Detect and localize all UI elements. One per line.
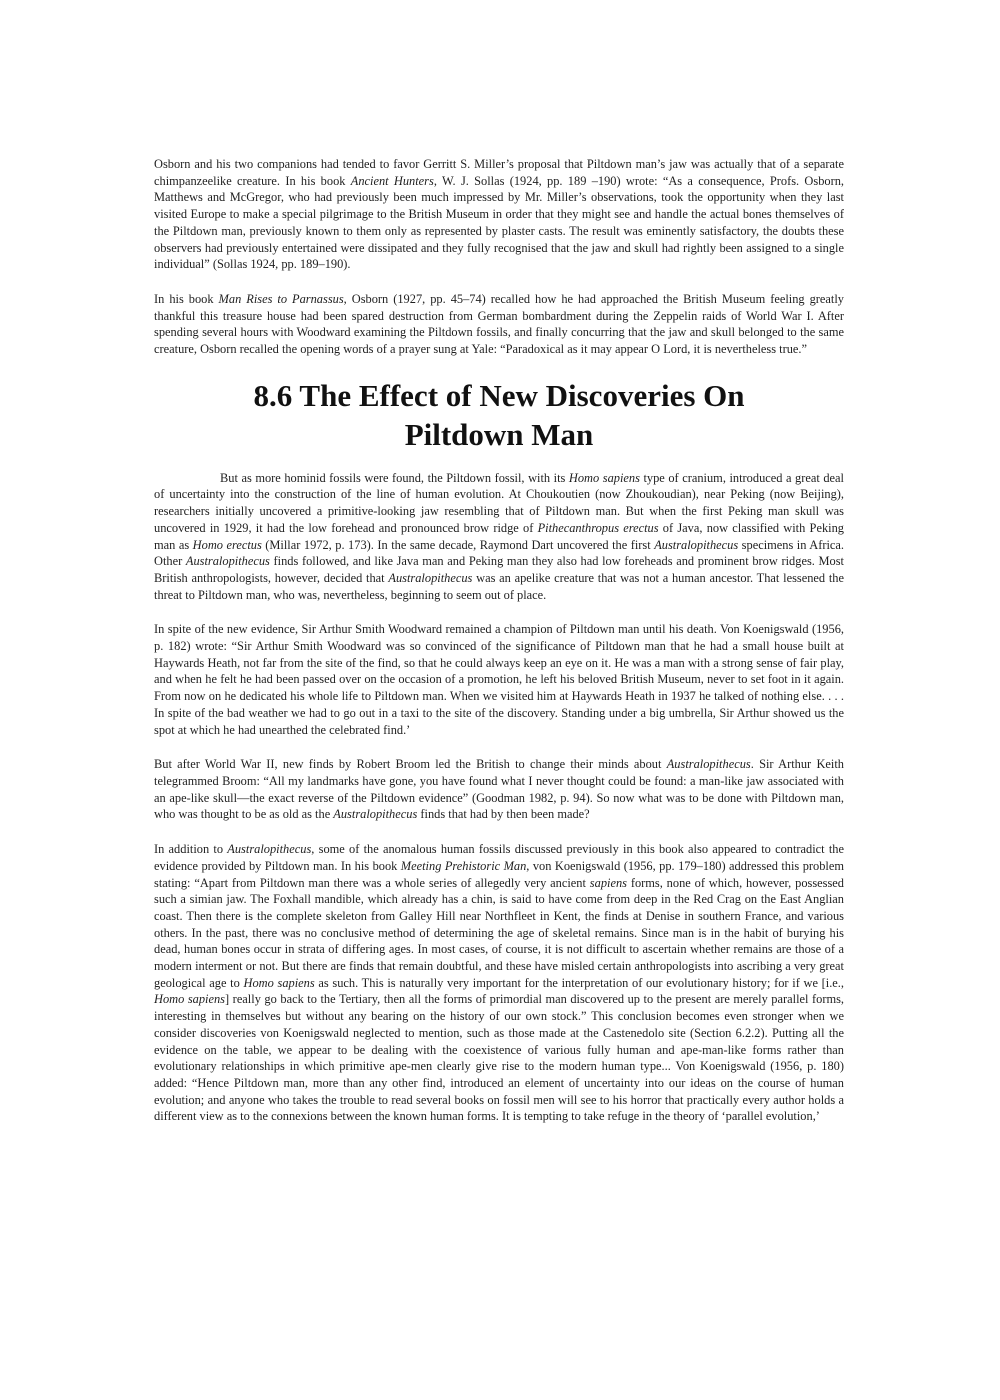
italic-text: Man Rises to Parnassus xyxy=(218,291,344,306)
text-run: , some of the anomalous human fossils discussed previously in this book also appeared to contradict the evidence provided by Piltdown man. In his book xyxy=(154,842,844,873)
text-run: But after World War II, new finds by Robert Broom led the British to change their minds about xyxy=(154,757,667,772)
italic-text: Meeting Prehistoric Man xyxy=(400,858,527,873)
italic-text: Homo erectus xyxy=(192,537,262,552)
text-run: forms, none of which, however, possessed such a simian jaw. The Foxhall mandible, which already has a chin, is said to have come from deep in the Red Crag on the East Anglian coast. Then there is the complete skeleton from Galley Hill near Northfleet in Kent, the finds at Denise in southern France, and various others. In the past, there was no conclusive method of determining the age of skeletal remains. Since man is in the habit of burying his dead, human bones occur in strata of differing ages. In most cases, of course, it is not difficult to ascertain whether remains are those of a modern interment or not. But there are finds that remain doubtful, and these have misled certain anthropologists into ascribing a very great geological age to xyxy=(154,875,844,990)
text-run: In spite of the new evidence, Sir Arthur Smith Woodward remained a champion of Piltdown man until his death. Von Koenigswald (1956, p. 182) wrote: “Sir Arthur Smith Woodward was so convinced of the significance of Piltdown man that he had a small house built at Haywards Heath, not far from the site of the find, so that he could always keep an eye on it. He was a man with a strong sense of fair play, and when he felt he had been passed over on the occasion of a promotion, he left his beloved British Museum, never to set foot in it again. From now on he dedicated his whole life to Piltdown man. When we visited him at Haywards Heath in 1937 he talked of nothing else. . . . In spite of the bad weather we had to go out in a taxi to the site of the discovery. Standing under a big umbrella, Sir Arthur showed us the spot at which he had unearthed the celebrated find.’ xyxy=(154,622,844,737)
text-run: , Osborn (1927, pp. 45–74) recalled how he had approached the British Museum feeling greatly thankful this treasure house had been spared destruction from German bombardment during the Zeppelin raids of World War I. After spending several hours with Woodward examining the Piltdown fossils, and finally concurring that the jaw and skull belonged to the same creature, Osborn recalled the opening words of a prayer sung at Yale: “Paradoxical as it may appear O Lord, it is nevertheless true.” xyxy=(154,291,844,357)
paragraph-osborn-sollas xyxy=(154,156,844,273)
section-heading-line-1: 8.6 The Effect of New Discoveries On xyxy=(253,377,745,413)
italic-text: Australopithecus xyxy=(666,757,751,772)
paragraph-broom-keith xyxy=(154,756,844,823)
text-run: , W. J. Sollas (1924, pp. 189 –190) wrote: “As a consequence, Profs. Osborn, Matthews and McGregor, who had previously been much impressed by Mr. Miller’s observations, took the opportunity when they last visited Europe to make a special pilgrimage to the British Museum in order that they might see and handle the actual bones themselves of the Piltdown man, previously known to them only as represented by plaster casts. The result was eminently satisfactory, the doubts these observers had previously entertained were dissipated and they fully recognised that the jaw and skull had rightly been assigned to a single individual” (Sollas 1924, pp. 189–190). xyxy=(154,173,845,272)
section-heading xyxy=(154,376,844,454)
text-run: . Sir Arthur Keith telegrammed Broom: “All my landmarks have gone, you have found what I never thought could be found: a man-like jaw associated with an ape-like skull—the exact reverse of the Piltdown evidence” (Goodman 1982, p. 94). So now what was to be done with Piltdown man, who was thought to be as old as the xyxy=(154,757,844,822)
italic-text: Australopithecus xyxy=(185,554,270,569)
italic-text: Ancient Hunters xyxy=(350,173,434,188)
text-run: finds followed, and like Java man and Peking man they also had low foreheads and prominent brow ridges. Most British anthropologists, however, decided that xyxy=(154,554,845,585)
italic-text: Australopithecus xyxy=(388,570,473,585)
text-run: Osborn and his two companions had tended to favor Gerritt S. Miller’s proposal that Piltdown man’s jaw was actually that of a separate chimpanzeelike creature. In his book xyxy=(154,157,844,188)
text-run: , von Koenigswald (1956, pp. 179–180) addressed this problem stating: “Apart from Piltdown man there was a whole series of allegedly very ancient xyxy=(154,858,844,890)
text-run: In his book xyxy=(154,291,219,306)
italic-text: Australopithecus xyxy=(227,842,312,857)
text-run: finds that had by then been made? xyxy=(417,807,590,822)
italic-text: Homo sapiens xyxy=(568,470,640,485)
text-run: (Millar 1972, p. 173). In the same decade, Raymond Dart uncovered the first xyxy=(261,537,655,552)
italic-text: Homo sapiens xyxy=(154,992,226,1007)
italic-text: Homo sapiens xyxy=(243,975,315,990)
section-heading-line-2: Piltdown Man xyxy=(404,416,594,452)
paragraph-hominid-fossils xyxy=(154,470,844,604)
italic-text: Australopithecus xyxy=(654,537,739,552)
text-run: In addition to xyxy=(154,842,228,857)
text-run: But as more hominid fossils were found, the Piltdown fossil, with its xyxy=(220,470,569,485)
text-run: of Java, now classified with Peking man as xyxy=(154,520,844,552)
text-run: ] really go back to the Tertiary, then all the forms of primordial man discovered up to the present are merely parallel forms, interesting in themselves but without any bearing on the history of our own stock.” This conclusion becomes even stronger when we consider discoveries von Koenigswald neglected to mention, such as those made at the Castenedolo site (Section 6.2.2). Putting all the evidence on the table, we appear to be dealing with the coexistence of various fully human and ape-man-like forms rather than evolutionary relationships in which primitive ape-men clearly give rise to the modern human type... Von Koenigswald (1956, p. 180) added: “Hence Piltdown man, more than any other find, introduced an element of uncertainty into our ideas on the course of human evolution; and anyone who takes the trouble to read several books on fossil men will see to his horror that practically every author holds a different view as to the connexions between the known human forms. It is tempting to take refuge in the theory of ‘parallel evolution,’ xyxy=(154,992,845,1124)
italic-text: Pithecanthropus erectus xyxy=(537,520,659,535)
italic-text: sapiens xyxy=(589,875,627,890)
text-run: specimens in Africa. Other xyxy=(154,537,844,569)
text-run: type of cranium, introduced a great deal of uncertainty into the construction of the line of human evolution. At Choukoutien (now Zhoukoudian), near Peking (now Beijing), researchers initially uncovered a primitive-looking jaw resembling that of Piltdown man. But when the first Peking man skull was uncovered in 1929, it had the low forehead and pronounced brow ridge of xyxy=(154,470,845,535)
page-content xyxy=(154,156,844,1125)
text-run: was an apelike creature that was not a human ancestor. That lessened the threat to Piltdown man, who was, nevertheless, beginning to seem out of place. xyxy=(154,570,844,602)
paragraph-man-rises-to-parnassus xyxy=(154,291,844,358)
text-run: as such. This is naturally very important for the interpretation of our evolutionary history; for if we [i.e., xyxy=(314,975,845,990)
paragraph-koenigswald xyxy=(154,841,844,1125)
italic-text: Australopithecus xyxy=(333,807,418,822)
paragraph-woodward xyxy=(154,621,844,738)
